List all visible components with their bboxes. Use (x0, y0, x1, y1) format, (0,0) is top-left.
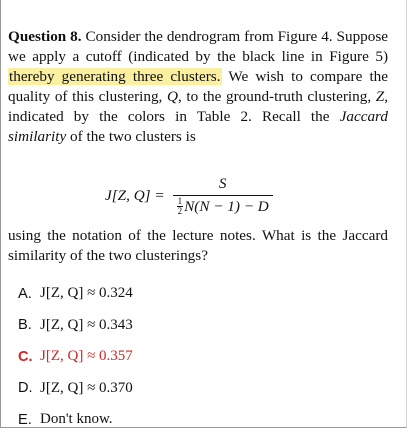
question-body-4: , indicated by the colors in Table 2. Recall the (8, 88, 388, 125)
option-a[interactable] (18, 278, 388, 310)
q-symbol: Q (167, 88, 178, 105)
option-letter: C. (18, 348, 33, 365)
question-body-3: , to the ground-truth clustering, (177, 88, 376, 105)
option-letter: B. (18, 317, 32, 334)
formula-denominator-rest: N(N − 1) − D (184, 197, 269, 215)
followup-text: using the notation of the lecture notes. What is the Jaccard similarity of the two clusterings? (8, 227, 388, 264)
option-value: J[Z, Q] ≈ 0.343 (40, 316, 133, 333)
formula-denominator (173, 195, 273, 217)
question-body-1: Consider the dendrogram from Figure 4. Suppose we apply a cutoff (indicated by the black line in Figure 5) (8, 28, 389, 65)
question-text (8, 27, 388, 147)
half-numerator: 1 (177, 196, 183, 206)
formula-half (177, 197, 184, 216)
half-denominator: 2 (177, 206, 183, 216)
option-letter: A. (18, 285, 32, 302)
jaccard-term: Jaccard similarity (8, 108, 388, 145)
question-body-2: We wish to compare the quality of this clustering, (8, 68, 388, 105)
formula-numerator: S (218, 174, 227, 192)
option-b[interactable] (18, 310, 388, 342)
option-d[interactable] (18, 373, 388, 405)
option-letter: D. (18, 380, 33, 397)
option-value: J[Z, Q] ≈ 0.370 (40, 379, 133, 396)
question-number: Question 8. (8, 28, 82, 45)
option-letter: E. (18, 411, 32, 428)
z-symbol: Z (375, 88, 385, 105)
highlighted-text: thereby generating three clusters. (9, 68, 221, 85)
formula-fraction (173, 175, 273, 217)
option-e[interactable] (18, 404, 388, 436)
option-c[interactable] (18, 341, 388, 373)
option-value: Don't know. (40, 411, 113, 428)
option-value: J[Z, Q] ≈ 0.324 (40, 285, 133, 302)
option-value: J[Z, Q] ≈ 0.357 (40, 348, 133, 365)
formula-lhs: J[Z, Q] = (105, 187, 165, 204)
jaccard-formula (105, 170, 273, 222)
answer-options (18, 278, 388, 436)
question-body-5: of the two clusters is (66, 128, 196, 145)
